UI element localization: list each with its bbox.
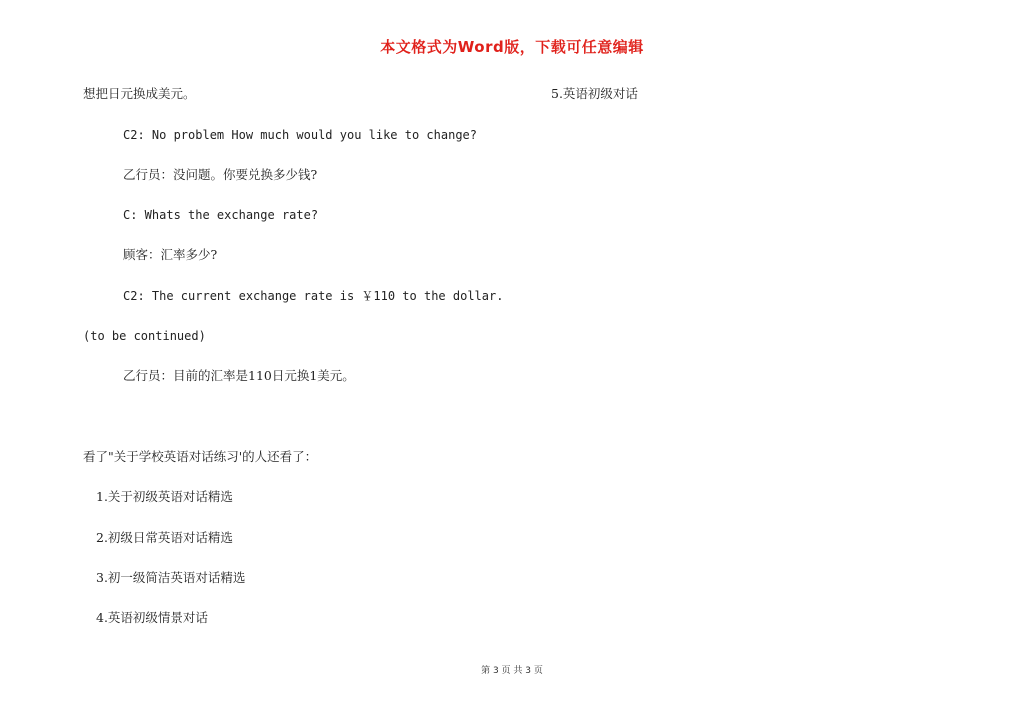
teller-rate-line: 乙行员：目前的汇率是110日元换1美元。: [123, 368, 355, 383]
c-question-line: C: Whats the exchange rate?: [123, 208, 319, 222]
page-number: 第 3 页 共 3 页: [481, 666, 543, 676]
related-link-1[interactable]: 1.关于初级英语对话精选: [96, 489, 233, 504]
customer-question-line: 顾客：汇率多少?: [123, 247, 218, 262]
continued-line: (to be continued): [83, 329, 206, 343]
intro-line: 想把日元换成美元。: [83, 86, 196, 101]
word-format-banner: 本文格式为Word版，下载可任意编辑: [380, 38, 644, 56]
side-heading: 5.英语初级对话: [551, 86, 638, 101]
related-link-2[interactable]: 2.初级日常英语对话精选: [96, 530, 233, 545]
c2-rate-line: C2: The current exchange rate is ￥110 to the dollar.: [123, 289, 504, 303]
related-link-4[interactable]: 4.英语初级情景对话: [96, 610, 208, 625]
related-link-3[interactable]: 3.初一级简洁英语对话精选: [96, 570, 246, 585]
c2-question-line: C2: No problem How much would you like to change?: [123, 128, 478, 142]
teller-question-line: 乙行员：没问题。你要兑换多少钱?: [123, 167, 318, 182]
related-heading: 看了"关于学校英语对话练习'的人还看了：: [83, 449, 318, 464]
